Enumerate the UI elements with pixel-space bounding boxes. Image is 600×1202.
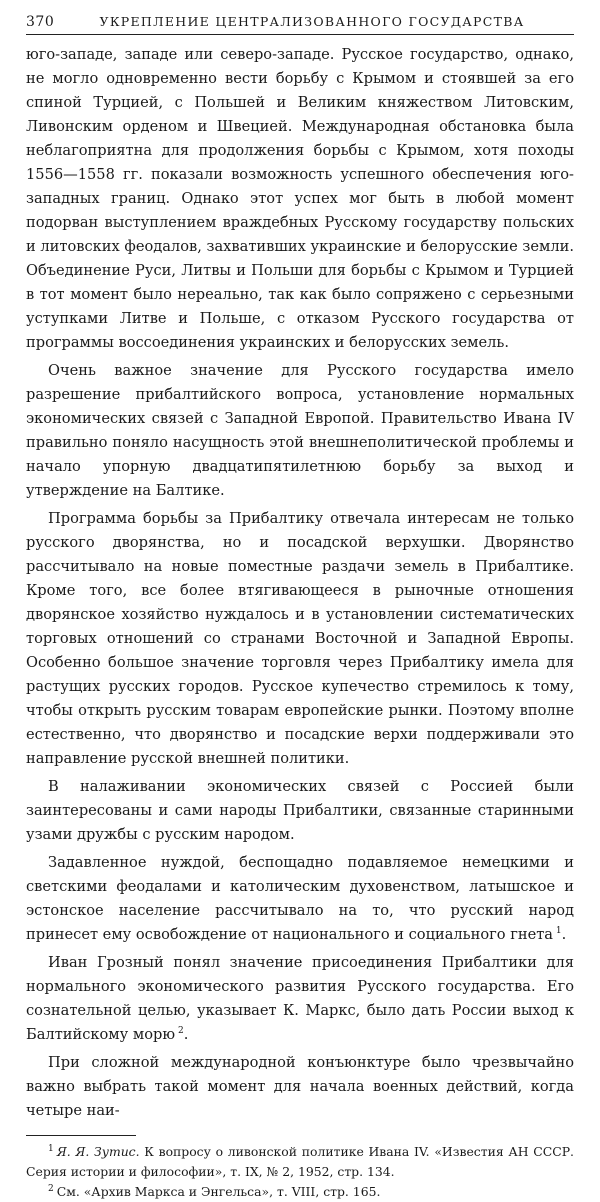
paragraph-text: В налаживании экономических связей с Россией были заинтересованы и сами народы Прибалтики, связанные старинными узами дружбы с русским народом. <box>26 778 574 843</box>
paragraph <box>26 359 574 503</box>
footnote-text: См. «Архив Маркса и Энгельса», т. VIII, стр. 165. <box>56 1184 381 1199</box>
footnote-number: 2 <box>48 1184 54 1194</box>
body-text <box>26 43 574 1123</box>
paragraph-text: Задавленное нуждой, беспощадно подавляемое немецкими и светскими феодалами и католическим духовенством, латышское и эстонское население рассчитывало на то, что русский народ принесет ему освобождение от национального и социального гнета <box>26 854 574 943</box>
paragraph <box>26 1051 574 1123</box>
paragraph-text: При сложной международной конъюнктуре было чрезвычайно важно выбрать такой момент для начала военных действий, когда четыре наи- <box>26 1054 574 1119</box>
page-number: 370 <box>26 14 55 30</box>
paragraph <box>26 851 574 947</box>
paragraph-text: Очень важное значение для Русского государства имело разрешение прибалтийского вопроса, установление нормальных экономических связей с Западной Европой. Правительство Ивана IV правильно поняло насущность этой внешнеполитической проблемы и начало упорную двадцатипятилетнюю борьбу за выход и утверждение на Балтике. <box>26 362 574 499</box>
paragraph-text: юго-западе, западе или северо-западе. Русское государство, однако, не могло одновременно вести борьбу с Крымом и стоявшей за его спиной Турцией, с Польшей и Великим княжеством Литовским, Ливонским орденом и Швецией. Международная обстановка была неблагоприятна для продолжения борьбы с Крымом, хотя походы 1556—1558 гг. показали возможность успешного обеспечения юго-западных границ. Однако этот успех мог быть в любой момент подорван выступлением враждебных Русскому государству польских и литовских феодалов, захвативших украинские и белорусские земли. Объединение Руси, Литвы и Польши для борьбы с Крымом и Турцией в тот момент было нереально, так как было сопряжено с серьезными уступками Литве и Польше, с отказом Русского государства от программы воссоединения украинских и белорусских земель. <box>26 46 574 351</box>
footnote-author: Я. Я. Зутис. <box>56 1144 140 1159</box>
running-title: УКРЕПЛЕНИЕ ЦЕНТРАЛИЗОВАННОГО ГОСУДАРСТВА <box>99 14 525 29</box>
paragraph-tail: . <box>183 1026 189 1043</box>
paragraph <box>26 507 574 771</box>
running-head <box>26 14 574 35</box>
paragraph <box>26 951 574 1047</box>
paragraph-text: Программа борьбы за Прибалтику отвечала интересам не только русского дворянства, но и посадской верхушки. Дворянство рассчитывало на новые поместные раздачи земель в Прибалтике. Кроме того, все более втягивающееся в рыночные отношения дворянское хозяйство нуждалось и в установлении систематических торговых отношений со странами Восточной и Западной Европы. Особенно большое значение торговля через Прибалтику имела для растущих русских городов. Русское купечество стремилось к тому, чтобы открыть русским товарам европейские рынки. Поэтому вполне естественно, что дворянство и посадские верхи поддерживали это направление русской внешней политики. <box>26 510 574 767</box>
footnote-text: К вопросу о ливонской политике Ивана IV. «Известия АН СССР. Серия истории и философии», т. IX, № 2, 1952, стр. 134. <box>26 1144 574 1179</box>
footnotes <box>26 1142 574 1202</box>
footnote-divider <box>26 1135 136 1136</box>
paragraph-text: Иван Грозный понял значение присоединения Прибалтики для нормального экономического развития Русского государства. Его сознательной целью, указывает К. Маркс, было дать России выход к Балтийскому морю <box>26 954 574 1043</box>
footnote-2 <box>26 1182 574 1202</box>
footnote-number: 1 <box>48 1144 54 1154</box>
paragraph <box>26 775 574 847</box>
paragraph-tail: . <box>561 926 567 943</box>
paragraph <box>26 43 574 355</box>
footnote-1 <box>26 1142 574 1182</box>
footnote-ref-2[interactable]: 2 <box>178 1026 184 1036</box>
footnote-ref-1[interactable]: 1 <box>555 926 562 936</box>
